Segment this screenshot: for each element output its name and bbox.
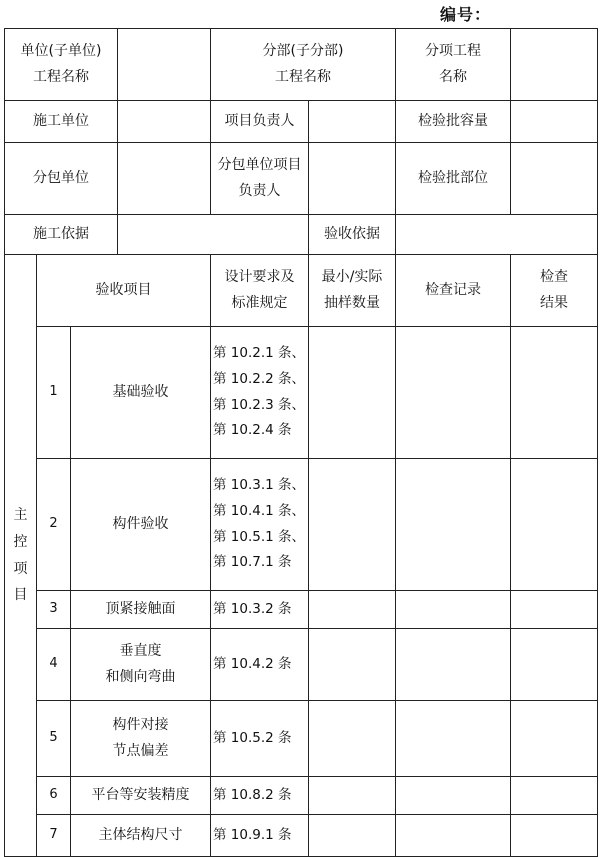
item-clauses: 第 10.5.2 条 <box>211 701 309 777</box>
item-number: 3 <box>37 591 71 629</box>
item-name: 基础验收 <box>71 327 211 459</box>
sample-quantity-cell[interactable] <box>309 701 396 777</box>
item-clauses: 第 10.2.1 条、 第 10.2.2 条、 第 10.2.3 条、 第 10.2.4 条 <box>211 327 309 459</box>
item-number: 2 <box>37 459 71 591</box>
item-clauses: 第 10.3.1 条、 第 10.4.1 条、 第 10.5.1 条、 第 10.7.1 条 <box>211 459 309 591</box>
inspection-result-cell[interactable] <box>511 777 598 815</box>
subitem-project-name-value[interactable] <box>511 29 598 101</box>
construction-basis-value[interactable] <box>118 215 309 255</box>
inspection-record-cell[interactable] <box>396 777 511 815</box>
inspection-result-cell[interactable] <box>511 629 598 701</box>
subcontractor-label: 分包单位 <box>5 143 118 215</box>
item-name: 构件验收 <box>71 459 211 591</box>
batch-capacity-label: 检验批容量 <box>396 101 511 143</box>
table-row <box>5 701 598 777</box>
inspection-batch-record-table <box>4 28 598 857</box>
inspection-result-cell[interactable] <box>511 327 598 459</box>
column-header-design-requirement: 设计要求及 标准规定 <box>211 255 309 327</box>
inspection-record-cell[interactable] <box>396 701 511 777</box>
sample-quantity-cell[interactable] <box>309 459 396 591</box>
main-control-items-label: 主 控 项 目 <box>5 255 37 857</box>
project-manager-label: 项目负责人 <box>211 101 309 143</box>
division-project-name-label: 分部(子分部) 工程名称 <box>211 29 396 101</box>
item-number: 4 <box>37 629 71 701</box>
construction-unit-value[interactable] <box>118 101 211 143</box>
inspection-record-cell[interactable] <box>396 629 511 701</box>
item-name: 垂直度 和侧向弯曲 <box>71 629 211 701</box>
table-row <box>5 777 598 815</box>
batch-location-value[interactable] <box>511 143 598 215</box>
sample-quantity-cell[interactable] <box>309 591 396 629</box>
subcontractor-manager-label: 分包单位项目 负责人 <box>211 143 309 215</box>
table-row <box>5 327 598 459</box>
inspection-result-cell[interactable] <box>511 815 598 857</box>
inspection-record-cell[interactable] <box>396 459 511 591</box>
table-row <box>5 629 598 701</box>
construction-unit-label: 施工单位 <box>5 101 118 143</box>
table-row <box>5 459 598 591</box>
column-header-item: 验收项目 <box>37 255 211 327</box>
item-clauses: 第 10.4.2 条 <box>211 629 309 701</box>
item-name: 构件对接 节点偏差 <box>71 701 211 777</box>
table-row <box>5 815 598 857</box>
column-header-inspection-record: 检查记录 <box>396 255 511 327</box>
inspection-record-cell[interactable] <box>396 815 511 857</box>
sample-quantity-cell[interactable] <box>309 629 396 701</box>
unit-project-name-value[interactable] <box>118 29 211 101</box>
inspection-record-cell[interactable] <box>396 591 511 629</box>
sample-quantity-cell[interactable] <box>309 327 396 459</box>
item-name: 平台等安装精度 <box>71 777 211 815</box>
item-number: 7 <box>37 815 71 857</box>
item-clauses: 第 10.9.1 条 <box>211 815 309 857</box>
construction-basis-label: 施工依据 <box>5 215 118 255</box>
column-header-sample-quantity: 最小/实际 抽样数量 <box>309 255 396 327</box>
project-manager-value[interactable] <box>309 101 396 143</box>
sample-quantity-cell[interactable] <box>309 815 396 857</box>
item-number: 6 <box>37 777 71 815</box>
batch-capacity-value[interactable] <box>511 101 598 143</box>
acceptance-basis-label: 验收依据 <box>309 215 396 255</box>
table-row <box>5 591 598 629</box>
subcontractor-value[interactable] <box>118 143 211 215</box>
subcontractor-manager-value[interactable] <box>309 143 396 215</box>
item-clauses: 第 10.3.2 条 <box>211 591 309 629</box>
inspection-result-cell[interactable] <box>511 701 598 777</box>
item-clauses: 第 10.8.2 条 <box>211 777 309 815</box>
item-name: 顶紧接触面 <box>71 591 211 629</box>
sample-quantity-cell[interactable] <box>309 777 396 815</box>
item-name: 主体结构尺寸 <box>71 815 211 857</box>
inspection-result-cell[interactable] <box>511 591 598 629</box>
inspection-record-cell[interactable] <box>396 327 511 459</box>
item-number: 1 <box>37 327 71 459</box>
batch-location-label: 检验批部位 <box>396 143 511 215</box>
acceptance-basis-value[interactable] <box>396 215 598 255</box>
inspection-result-cell[interactable] <box>511 459 598 591</box>
serial-number-label: 编号： <box>440 5 492 24</box>
column-header-inspection-result: 检查 结果 <box>511 255 598 327</box>
item-number: 5 <box>37 701 71 777</box>
unit-project-name-label: 单位(子单位) 工程名称 <box>5 29 118 101</box>
subitem-project-name-label: 分项工程 名称 <box>396 29 511 101</box>
